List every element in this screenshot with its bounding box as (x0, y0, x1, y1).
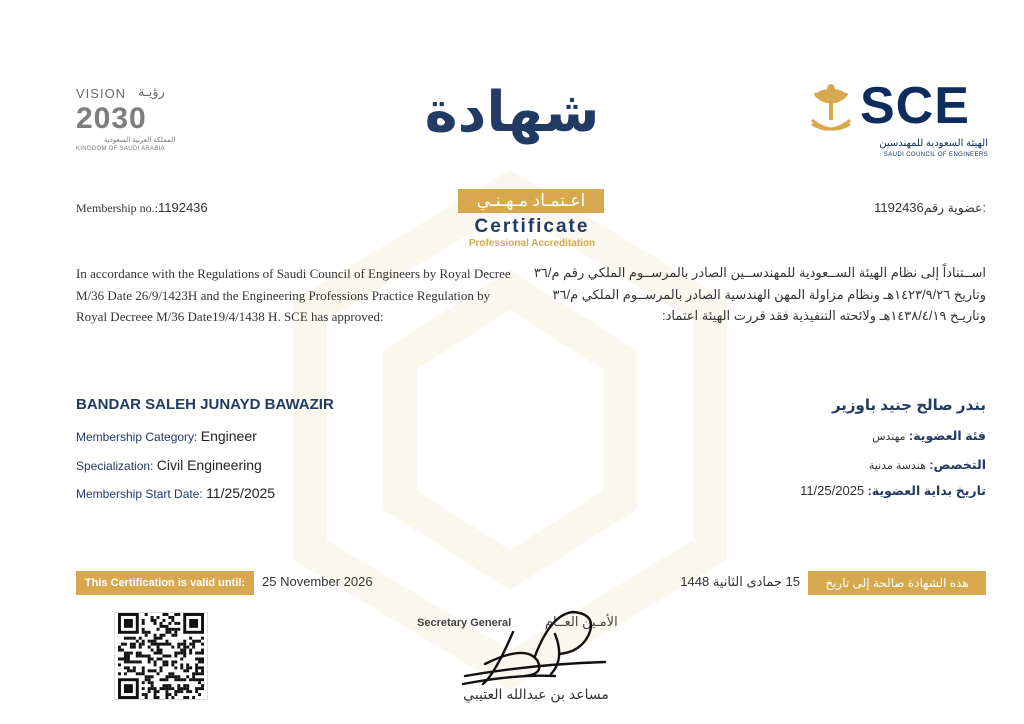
start-date-row-en (76, 485, 275, 501)
holder-name-en: BANDAR SALEH JUNAYD BAWAZIR (76, 396, 334, 413)
vision-word: VISION (76, 86, 127, 101)
handwritten-signature (455, 604, 615, 694)
sce-name-arabic: الهيئة السعودية للمهندسين (879, 138, 988, 149)
category-label-en: Membership Category: (76, 430, 198, 444)
vision-word-arabic: رؤيـة (138, 84, 165, 99)
membership-label-en: Membership no.: (76, 201, 158, 215)
start-date-row-ar (800, 483, 986, 498)
category-value-ar: مهندس (872, 431, 906, 443)
specialization-label-en: Specialization: (76, 459, 154, 473)
vision-year: 2030 (76, 102, 147, 135)
accreditation-badge-arabic: اعـتمـاد مـهـنـي (458, 189, 604, 213)
signer-name-ar: مساعد بن عبدالله العتيبي (463, 686, 609, 702)
specialization-value-ar: هندسة مدنية (868, 460, 926, 472)
membership-label-ar: عضوية رقم: (923, 201, 986, 215)
holder-name-ar: بندر صالح جنيد باوزير (831, 397, 986, 414)
certificate-word: Certificate (474, 216, 590, 237)
membership-number-ar (874, 200, 986, 215)
specialization-value-en: Civil Engineering (156, 457, 262, 473)
valid-until-label-en: This Certification is valid until: (76, 571, 254, 595)
category-row-en (76, 428, 257, 444)
certificate-subtitle: Professional Accreditation (468, 238, 596, 249)
sce-letters: SCE (860, 77, 970, 135)
secretary-general-title-en: Secretary General (417, 617, 512, 629)
category-label-ar: فئة العضوية: (909, 429, 986, 443)
sce-name-english: SAUDI COUNCIL OF ENGINEERS (883, 152, 988, 158)
start-date-value-en: 11/25/2025 (206, 485, 276, 501)
vision-kingdom-english: KINGDOM OF SAUDI ARABIA (76, 146, 165, 152)
start-date-label-ar: تاريخ بداية العضوية: (867, 484, 986, 498)
secretary-general-title-ar: الأمـين العــام (545, 614, 618, 629)
intro-paragraph-ar: اســتناداً إلى نظام الهيئة الســعودية للمهندســين الصادر بالمرســوم الملكي رقم م/٣٦ وتاريخ ١٤٢٣/٩/٢٦هـ ونظام مزاولة المهن الهندسية الصادر بالمرســوم الملكي م/٣٦ وتاريـخ ١٤٣٨/٤/١٩هـ ولائحته التنفيذية فقد قررت الهيئة اعتماد: (533, 265, 986, 323)
specialization-label-ar: التخصص: (929, 458, 986, 472)
valid-until-label-ar: هذه الشهادة صالحة إلى تاريخ (808, 571, 986, 595)
intro-paragraph-en: In accordance with the Regulations of Saudi Council of Engineers by Royal Decree M/36 Date 26/9/1423H and the Engineering Professions Practice Regulation by Royal Decreee M/36 Date19/4/1438 H. SCE has approved: (76, 266, 511, 324)
qr-code (114, 612, 208, 700)
specialization-row-en (76, 457, 262, 473)
membership-number-en (76, 200, 208, 216)
valid-until-date-ar: 15 جمادى الثانية 1448 (680, 574, 800, 589)
membership-number-value-ar: 1192436 (874, 200, 924, 215)
title-arabic-calligraphy: شهادة (424, 80, 600, 143)
start-date-label-en: Membership Start Date: (76, 487, 203, 501)
specialization-row-ar (869, 457, 986, 472)
vision-kingdom-arabic: المملكة العربية السعودية (104, 137, 176, 144)
palm-swords-icon (808, 84, 854, 136)
membership-number-value-en: 1192436 (158, 200, 208, 215)
vision-2030-logo (76, 86, 186, 156)
valid-until-date-en: 25 November 2026 (262, 574, 373, 589)
category-row-ar (872, 428, 986, 443)
start-date-value-ar: 11/25/2025 (800, 483, 865, 498)
sce-logo (808, 77, 988, 162)
category-value-en: Engineer (200, 428, 257, 444)
